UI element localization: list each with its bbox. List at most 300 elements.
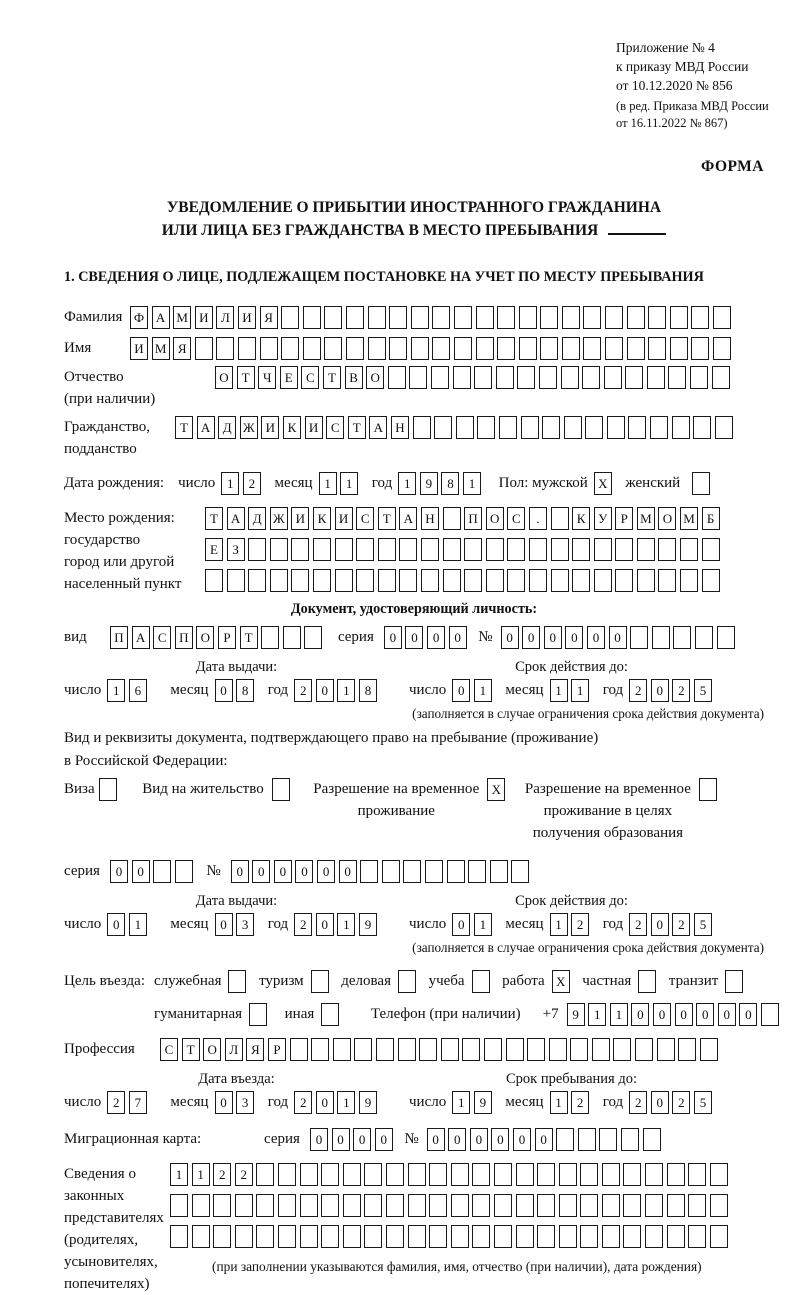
char-cell xyxy=(278,1194,296,1217)
permit-valid-day-cells xyxy=(452,913,495,936)
char-cell xyxy=(408,1194,426,1217)
purpose-official-label: служебная xyxy=(153,973,222,989)
permit-date-titles xyxy=(64,893,764,910)
char-cell xyxy=(647,366,665,389)
char-cell xyxy=(517,366,535,389)
entry-year-cells xyxy=(294,1091,380,1114)
char-cell xyxy=(425,860,443,883)
char-cell xyxy=(411,306,429,329)
char-cell xyxy=(421,538,439,561)
rep-label-line4: (родителях, xyxy=(64,1232,139,1248)
char-cell: 2 xyxy=(629,679,647,702)
char-cell xyxy=(270,538,288,561)
stay-day-cells xyxy=(452,1091,495,1114)
char-cell: 0 xyxy=(651,1091,669,1114)
char-cell xyxy=(399,569,417,592)
char-cell: Т xyxy=(182,1038,200,1061)
char-cell: Т xyxy=(240,626,258,649)
annex-line-4: (в ред. Приказа МВД России xyxy=(616,99,769,113)
char-cell: 2 xyxy=(294,679,312,702)
month-label: месяц xyxy=(505,1094,544,1110)
char-cell xyxy=(690,366,708,389)
char-cell: И xyxy=(195,306,213,329)
char-cell xyxy=(441,1038,459,1061)
birth-day-cells xyxy=(221,472,264,495)
char-cell: 9 xyxy=(359,1091,377,1114)
char-cell xyxy=(556,1128,574,1151)
char-cell: Т xyxy=(378,507,396,530)
identity-doc-heading: Документ, удостоверяющий личность: xyxy=(290,601,538,617)
char-cell: 0 xyxy=(215,1091,233,1114)
char-cell: 1 xyxy=(170,1163,188,1186)
char-cell xyxy=(496,366,514,389)
char-cell xyxy=(290,1038,308,1061)
char-cell: 9 xyxy=(420,472,438,495)
char-cell: 0 xyxy=(470,1128,488,1151)
char-cell xyxy=(261,626,279,649)
char-cell xyxy=(413,416,431,439)
doc-valid-year-cells xyxy=(629,679,715,702)
char-cell xyxy=(477,416,495,439)
year-label: год xyxy=(267,916,289,932)
char-cell: 0 xyxy=(535,1128,553,1151)
char-cell: 2 xyxy=(213,1163,231,1186)
char-cell: 2 xyxy=(107,1091,125,1114)
char-cell xyxy=(580,1225,598,1248)
char-cell xyxy=(429,1163,447,1186)
phone-cells xyxy=(567,1003,783,1026)
char-cell xyxy=(238,337,256,360)
form-word: ФОРМА xyxy=(700,158,764,175)
char-cell xyxy=(713,337,731,360)
mig-number-label: № xyxy=(404,1131,419,1147)
char-cell xyxy=(311,1038,329,1061)
char-cell: А xyxy=(152,306,170,329)
birth-place-label xyxy=(64,507,205,595)
char-cell: И xyxy=(238,306,256,329)
sex-male-checkbox xyxy=(594,472,616,495)
birth-place-row-1 xyxy=(205,507,723,530)
char-cell: 2 xyxy=(235,1163,253,1186)
char-cell xyxy=(447,860,465,883)
char-cell xyxy=(692,472,710,495)
char-cell: О xyxy=(366,366,384,389)
char-cell xyxy=(270,569,288,592)
rep-label-line1: Сведения о xyxy=(64,1166,136,1182)
char-cell: 0 xyxy=(452,913,470,936)
char-cell xyxy=(432,337,450,360)
char-cell xyxy=(539,366,557,389)
permit-issue-year-cells xyxy=(294,913,380,936)
char-cell: Н xyxy=(391,416,409,439)
char-cell: В xyxy=(345,366,363,389)
char-cell xyxy=(650,416,668,439)
char-cell: 0 xyxy=(316,913,334,936)
char-cell xyxy=(717,626,735,649)
char-cell: К xyxy=(313,507,331,530)
char-cell: 0 xyxy=(353,1128,371,1151)
char-cell xyxy=(443,569,461,592)
char-cell xyxy=(453,366,471,389)
char-cell: А xyxy=(132,626,150,649)
char-cell xyxy=(388,366,406,389)
char-cell xyxy=(434,416,452,439)
citizenship-label xyxy=(64,416,175,460)
entry-day-cells xyxy=(107,1091,150,1114)
purpose-private-label: частная xyxy=(582,973,632,989)
purpose-business-label: деловая xyxy=(341,973,391,989)
char-cell xyxy=(637,538,655,561)
char-cell xyxy=(688,1163,706,1186)
char-cell: Д xyxy=(218,416,236,439)
char-cell: 1 xyxy=(474,679,492,702)
annex-line-2: к приказу МВД России xyxy=(616,59,749,74)
char-cell: К xyxy=(572,507,590,530)
char-cell: Н xyxy=(421,507,439,530)
char-cell xyxy=(594,569,612,592)
char-cell xyxy=(451,1194,469,1217)
char-cell xyxy=(648,337,666,360)
char-cell xyxy=(399,538,417,561)
char-cell: 0 xyxy=(427,626,445,649)
char-cell: 0 xyxy=(565,626,583,649)
char-cell: 0 xyxy=(107,913,125,936)
birth-year-cells xyxy=(398,472,484,495)
sex-label: Пол: мужской xyxy=(498,475,588,491)
char-cell xyxy=(324,306,342,329)
char-cell xyxy=(454,306,472,329)
char-cell: 2 xyxy=(294,1091,312,1114)
mig-series-label: серия xyxy=(264,1131,300,1147)
purpose-transit xyxy=(669,970,747,993)
representatives-row-3 xyxy=(170,1225,731,1248)
rep-label-line2: законных xyxy=(64,1188,125,1204)
char-cell: 0 xyxy=(448,1128,466,1151)
char-cell xyxy=(519,337,537,360)
residence-permit-option xyxy=(142,778,293,801)
doc-number-cells xyxy=(501,626,739,649)
doc-valid-day-cells xyxy=(452,679,495,702)
char-cell xyxy=(497,337,515,360)
char-cell: 0 xyxy=(132,860,150,883)
char-cell xyxy=(454,337,472,360)
char-cell: 1 xyxy=(550,913,568,936)
char-cell xyxy=(497,306,515,329)
char-cell xyxy=(343,1194,361,1217)
char-cell xyxy=(283,626,301,649)
char-cell xyxy=(378,538,396,561)
char-cell xyxy=(715,416,733,439)
form-title xyxy=(64,196,764,242)
purpose-official xyxy=(154,970,250,993)
char-cell xyxy=(527,1038,545,1061)
char-cell: 0 xyxy=(231,860,249,883)
char-cell xyxy=(368,337,386,360)
char-cell xyxy=(99,778,117,801)
char-cell xyxy=(615,538,633,561)
char-cell xyxy=(578,1128,596,1151)
char-cell xyxy=(700,1038,718,1061)
char-cell: 1 xyxy=(588,1003,606,1026)
char-cell: У xyxy=(594,507,612,530)
permit-valid-month-cells xyxy=(550,913,593,936)
char-cell xyxy=(540,337,558,360)
char-cell xyxy=(605,337,623,360)
visa-label: Виза xyxy=(64,781,95,797)
char-cell: 5 xyxy=(694,679,712,702)
purpose-private xyxy=(582,970,660,993)
visa-checkbox xyxy=(99,778,121,801)
birth-place-label-line4: населенный пункт xyxy=(64,576,182,592)
char-cell xyxy=(409,366,427,389)
purpose-transit-checkbox xyxy=(725,970,747,993)
title-blank-line xyxy=(608,233,666,235)
field-name xyxy=(64,337,764,360)
char-cell xyxy=(364,1225,382,1248)
char-cell xyxy=(278,1225,296,1248)
char-cell xyxy=(562,337,580,360)
char-cell xyxy=(672,416,690,439)
name-label: Имя xyxy=(64,340,92,356)
char-cell xyxy=(516,1194,534,1217)
char-cell xyxy=(256,1163,274,1186)
char-cell xyxy=(476,306,494,329)
temp-residence-checkbox xyxy=(487,778,509,801)
char-cell: И xyxy=(261,416,279,439)
char-cell xyxy=(494,1225,512,1248)
char-cell: С xyxy=(507,507,525,530)
char-cell xyxy=(291,569,309,592)
char-cell: О xyxy=(658,507,676,530)
char-cell: 0 xyxy=(513,1128,531,1151)
char-cell xyxy=(249,1003,267,1026)
char-cell xyxy=(408,1225,426,1248)
char-cell: Я xyxy=(173,337,191,360)
char-cell xyxy=(667,1225,685,1248)
char-cell xyxy=(602,1163,620,1186)
doc-valid-note: (заполняется в случае ограничения срока действия документа) xyxy=(412,706,764,721)
char-cell xyxy=(511,860,529,883)
char-cell: З xyxy=(227,538,245,561)
purpose-label: Цель въезда: xyxy=(64,973,145,989)
doc-type-cells xyxy=(110,626,326,649)
purpose-work xyxy=(502,970,573,993)
doc-dates-row xyxy=(64,679,764,702)
char-cell xyxy=(691,306,709,329)
char-cell xyxy=(333,1038,351,1061)
char-cell: 0 xyxy=(675,1003,693,1026)
char-cell xyxy=(346,337,364,360)
annex-line-3: от 10.12.2020 № 856 xyxy=(616,78,733,93)
char-cell xyxy=(645,1163,663,1186)
char-cell xyxy=(559,1194,577,1217)
birth-month-cells xyxy=(319,472,362,495)
field-representatives xyxy=(64,1163,764,1295)
year-label: год xyxy=(267,682,289,698)
month-label: месяц xyxy=(274,475,313,491)
permit-issue-day-cells xyxy=(107,913,150,936)
char-cell xyxy=(506,1038,524,1061)
title-line-2-text: ИЛИ ЛИЦА БЕЗ ГРАЖДАНСТВА В МЕСТО ПРЕБЫВАНИЯ xyxy=(161,222,599,239)
residence-permit-label: Вид на жительство xyxy=(142,781,264,797)
rep-label-line3: представителях xyxy=(64,1210,164,1226)
char-cell xyxy=(382,860,400,883)
char-cell xyxy=(605,306,623,329)
char-cell: 9 xyxy=(474,1091,492,1114)
surname-label: Фамилия xyxy=(64,309,123,325)
purpose-humanitarian-checkbox xyxy=(249,1003,271,1026)
char-cell xyxy=(343,1225,361,1248)
char-cell xyxy=(580,1194,598,1217)
char-cell: 0 xyxy=(651,913,669,936)
char-cell xyxy=(235,1225,253,1248)
field-purpose-2-phone xyxy=(64,1003,764,1026)
purpose-study-checkbox xyxy=(472,970,494,993)
temp-residence-option xyxy=(313,778,509,822)
char-cell xyxy=(529,569,547,592)
char-cell: О xyxy=(196,626,214,649)
char-cell: Т xyxy=(237,366,255,389)
char-cell xyxy=(668,366,686,389)
char-cell xyxy=(604,366,622,389)
char-cell xyxy=(561,366,579,389)
char-cell xyxy=(712,366,730,389)
char-cell xyxy=(551,569,569,592)
patronymic-label xyxy=(64,366,215,410)
char-cell: И xyxy=(305,416,323,439)
temp-residence-edu-option xyxy=(525,778,721,844)
char-cell xyxy=(235,1194,253,1217)
char-cell xyxy=(195,337,213,360)
doc-issue-month-cells xyxy=(215,679,258,702)
field-surname xyxy=(64,306,764,329)
residence-doc-options xyxy=(64,778,764,844)
char-cell xyxy=(378,569,396,592)
char-cell: С xyxy=(301,366,319,389)
char-cell xyxy=(398,1038,416,1061)
char-cell xyxy=(346,306,364,329)
char-cell: Р xyxy=(615,507,633,530)
representatives-row-2 xyxy=(170,1194,731,1217)
char-cell xyxy=(313,569,331,592)
char-cell xyxy=(464,538,482,561)
month-label: месяц xyxy=(505,916,544,932)
phone-prefix: +7 xyxy=(542,1006,559,1022)
char-cell: 0 xyxy=(501,626,519,649)
birth-place-label-line1: Место рождения: xyxy=(64,510,175,526)
char-cell: И xyxy=(291,507,309,530)
char-cell xyxy=(472,1194,490,1217)
char-cell xyxy=(321,1194,339,1217)
field-permit-series xyxy=(64,860,764,883)
char-cell xyxy=(291,538,309,561)
mig-number-cells xyxy=(427,1128,665,1151)
permit-dates-row xyxy=(64,913,764,936)
char-cell: С xyxy=(356,507,374,530)
char-cell xyxy=(256,1194,274,1217)
char-cell xyxy=(343,1163,361,1186)
purpose-humanitarian xyxy=(154,1003,271,1026)
char-cell xyxy=(542,416,560,439)
char-cell: 3 xyxy=(236,913,254,936)
purpose-other-label: иная xyxy=(284,1006,315,1022)
char-cell xyxy=(710,1194,728,1217)
title-line-1: УВЕДОМЛЕНИЕ О ПРИБЫТИИ ИНОСТРАННОГО ГРАЖДАНИНА xyxy=(166,199,662,216)
char-cell xyxy=(192,1225,210,1248)
birth-place-row-3 xyxy=(205,569,723,592)
char-cell xyxy=(678,1038,696,1061)
profession-label: Профессия xyxy=(64,1041,135,1057)
char-cell xyxy=(559,1225,577,1248)
representatives-row-1 xyxy=(170,1163,731,1186)
patronymic-cells xyxy=(215,366,733,389)
char-cell xyxy=(205,569,223,592)
char-cell xyxy=(516,1225,534,1248)
temp-residence-label xyxy=(313,778,479,822)
char-cell xyxy=(476,337,494,360)
char-cell: 1 xyxy=(192,1163,210,1186)
surname-cells xyxy=(130,306,735,329)
char-cell xyxy=(411,337,429,360)
char-cell xyxy=(170,1225,188,1248)
char-cell xyxy=(256,1225,274,1248)
char-cell xyxy=(313,538,331,561)
representatives-note: (при заполнении указываются фамилия, имя, отчество (при наличии), дата рождения) xyxy=(212,1259,702,1274)
char-cell xyxy=(443,507,461,530)
temp-residence-label-line2: проживание xyxy=(357,803,435,819)
char-cell xyxy=(398,970,416,993)
char-cell xyxy=(537,1225,555,1248)
day-label: число xyxy=(178,475,216,491)
char-cell: 1 xyxy=(398,472,416,495)
char-cell: О xyxy=(215,366,233,389)
char-cell xyxy=(540,306,558,329)
char-cell xyxy=(324,337,342,360)
char-cell xyxy=(643,1128,661,1151)
char-cell xyxy=(304,626,322,649)
char-cell xyxy=(192,1194,210,1217)
char-cell xyxy=(648,306,666,329)
char-cell: 0 xyxy=(522,626,540,649)
char-cell xyxy=(582,366,600,389)
char-cell xyxy=(529,538,547,561)
birth-place-cells-rows xyxy=(205,507,764,597)
day-label: число xyxy=(64,916,102,932)
permit-number-cells xyxy=(231,860,533,883)
year-label: год xyxy=(602,916,624,932)
char-cell: А xyxy=(227,507,245,530)
char-cell: 5 xyxy=(694,913,712,936)
char-cell xyxy=(321,1163,339,1186)
char-cell xyxy=(335,569,353,592)
doc-issue-day-cells xyxy=(107,679,150,702)
char-cell xyxy=(376,1038,394,1061)
char-cell xyxy=(472,1225,490,1248)
char-cell: 9 xyxy=(359,913,377,936)
char-cell: 0 xyxy=(215,679,233,702)
char-cell xyxy=(281,337,299,360)
doc-valid-month-cells xyxy=(550,679,593,702)
char-cell: М xyxy=(680,507,698,530)
char-cell xyxy=(300,1194,318,1217)
char-cell: 9 xyxy=(567,1003,585,1026)
doc-date-titles xyxy=(64,659,764,676)
char-cell: X xyxy=(552,970,570,993)
char-cell xyxy=(213,1225,231,1248)
char-cell: 2 xyxy=(672,1091,690,1114)
char-cell xyxy=(623,1225,641,1248)
char-cell xyxy=(228,970,246,993)
